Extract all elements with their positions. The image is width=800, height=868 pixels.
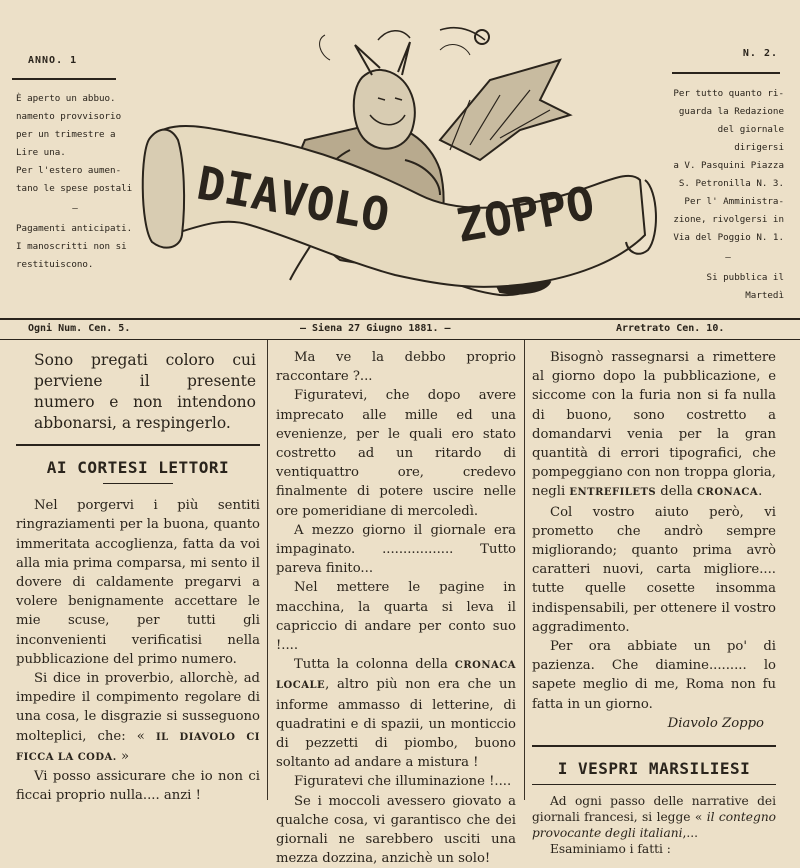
paragraph: Figuratevi che illuminazione !.... (294, 774, 512, 790)
note-line: Si pubblica il Martedì (706, 272, 784, 301)
paragraph: Esaminiamo i fatti : (550, 842, 671, 857)
note-line: a V. Pasquini Piazza (673, 160, 784, 171)
issue-year-label: ANNO. 1 (28, 55, 78, 66)
note-line: S. Petronilla N. 3. (678, 178, 784, 189)
paragraph: Ma ve la debbo proprio raccontare ?... (276, 350, 516, 385)
smallcaps-phrase: ENTREFILETS (569, 487, 657, 499)
note-line: guarda la Redazione (678, 106, 784, 117)
note-line: per un trimestre a (16, 129, 116, 140)
column-3 (532, 348, 776, 857)
note-line: del giornale dirigersi (717, 124, 784, 153)
paragraph: Col vostro aiuto però, vi prometto che andrò sempre migliorando; quanto prima avrò caratteri nuovi, carta migliore.... tutte quelle cosette insomma indispensabili, per ottenere il vostro aggradimento. (532, 504, 776, 635)
column-2 (276, 348, 516, 868)
italic-quote: il contegno provocante degli italiani (532, 810, 777, 841)
note-line: Per tutto quanto ri- (673, 88, 784, 99)
paragraph: A mezzo giorno il giornale era impaginato. ................. Tutto pareva finito... (276, 522, 516, 577)
issue-number-label: N. 2. (742, 48, 778, 59)
note-line: restituiscono. (16, 259, 94, 270)
short-rule (103, 483, 173, 484)
paragraph: Si dice in proverbio, allorchè, ad impedire il compimento regolare di una cosa, le disgrazie si susseguono molteplici, che: « IL DIAVOLO CI FICCA LA CODA. » (16, 671, 260, 764)
section-rule (532, 745, 776, 747)
note-dash: — (725, 252, 731, 263)
smallcaps-phrase: CRONACA LOCALE (276, 660, 516, 692)
back-issue-price: Arretrato Cen. 10. (616, 323, 725, 334)
subscription-notes (16, 90, 134, 274)
top-right-rule (672, 72, 780, 74)
issue-date: — Siena 27 Giugno 1881. — (300, 323, 451, 334)
note-dash: — (72, 203, 78, 214)
note-line: namento provvisorio (16, 111, 122, 122)
column-divider (267, 340, 268, 800)
note-line: Lire una. (16, 147, 66, 158)
masthead-illustration (140, 20, 660, 320)
section-rule (532, 784, 776, 785)
column-divider (524, 340, 525, 800)
subscription-notice: Sono pregati coloro cui perviene il presente numero e non intendono abbonarsi, a respingerlo. (34, 351, 256, 432)
paragraph: Nel mettere le pagine in macchina, la quarta si leva il capriccio di andare per conto suo !.... (276, 580, 516, 654)
note-line: Pagamenti anticipati. (16, 223, 133, 234)
note-line: Via del Poggio N. 1. (673, 232, 784, 243)
section-title-vespri-marsiliesi: I VESPRI MARSILIESI (557, 759, 751, 779)
editorial-address-notes (672, 85, 784, 305)
top-left-rule (12, 78, 116, 80)
note-line: Per l'estero aumen- (16, 165, 122, 176)
info-bar (0, 318, 800, 340)
masthead-title-zoppo: ZOPPO (452, 175, 599, 253)
paragraph: Per ora abbiate un po' di pazienza. Che diamine......... lo sapete meglio di me, Roma non fu fatta in un giorno. (532, 639, 776, 712)
note-line: Per l' Amministra- (684, 196, 784, 207)
signature: Diavolo Zoppo (667, 715, 764, 731)
smallcaps-phrase: CRONACA (697, 487, 759, 499)
price-label: Ogni Num. Cen. 5. (28, 323, 131, 334)
note-line: zione, rivolgersi in (673, 214, 784, 225)
note-line: tano le spese postali (16, 183, 133, 194)
section-title-cortesi-lettori: AI CORTESI LETTORI (46, 458, 230, 477)
paragraph: Nel porgervi i più sentiti ringraziamenti per la buona, quanto immeritata accoglienza, fatta da voi alla mia prima comparsa, mi sento il dovere di caldamente pregarvi a volere benignamente accettare le mie scuse, per tutti gli inconvenienti verificatisi nella pubblicazione del primo numero. (16, 498, 260, 667)
paragraph: Bisognò rassegnarsi a rimettere al giorno dopo la pubblicazione, e siccome con la furia non si fa nulla di buono, sono costretto a domandarvi venia per la gran quantità di errori tipografici, che pompeggiano con non troppa gloria, negli ENTREFILETS della CRONACA. (532, 350, 776, 500)
note-line: I manoscritti non si (16, 241, 127, 252)
paragraph: Se i moccoli avessero giovato a qualche cosa, vi garantisco che dei giornali ne sarebbero usciti una mezza dozzina, anzichè un solo! (276, 793, 516, 867)
smallcaps-phrase: IL DIAVOLO CI FICCA LA CODA. (16, 731, 260, 763)
paragraph: Tutta la colonna della CRONACA LOCALE, altro più non era che un informe ammasso di letterine, di quadratini e di spazii, un monticcio di pezzetti di piombo, buono soltanto ad andare a mistura ! (276, 657, 516, 771)
column-1 (16, 348, 260, 805)
masthead-title-diavolo: DIAVOLO (193, 155, 394, 243)
paragraph: Vi posso assicurare che io non ci ficcai proprio nulla.... anzi ! (16, 769, 260, 804)
paragraph: Ad ogni passo delle narrative dei giornali francesi, si legge « il contegno provocante degli italiani,... (532, 794, 777, 841)
paragraph: Figuratevi, che dopo avere imprecato alle mille ed una evenienze, per le quali ero stato costretto ad un ritardo di ventiquattro ore, credevo finalmente di potere uscire nelle ore pomeridiane di mercoledì. (276, 388, 516, 519)
section-rule (16, 444, 260, 446)
note-line: È aperto un abbuo. (16, 93, 116, 104)
